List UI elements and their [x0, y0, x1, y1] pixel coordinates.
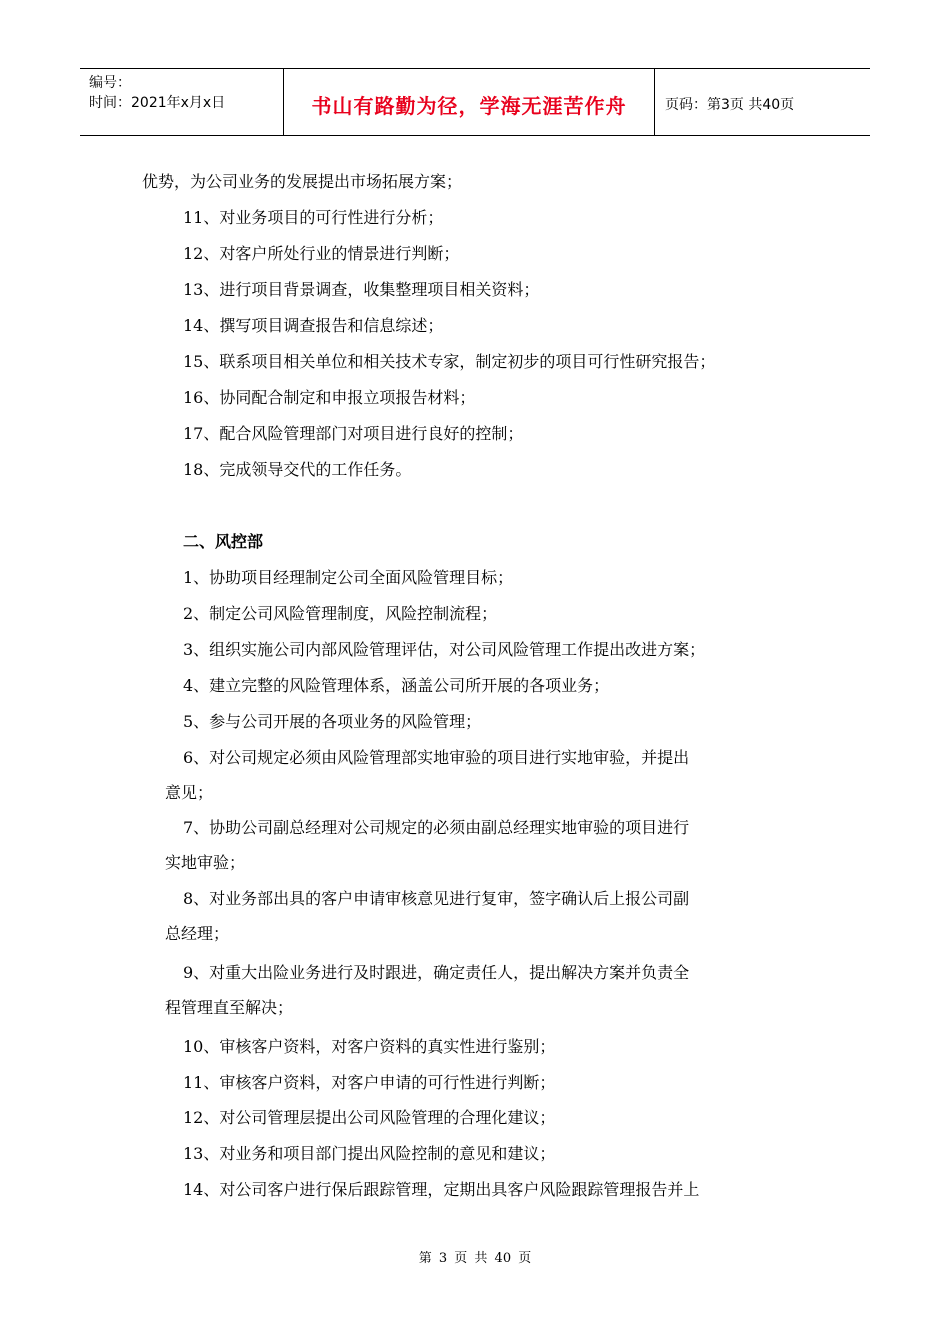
risk-line: 总经理；	[165, 924, 230, 943]
body-line: 17、配合风险管理部门对项目进行良好的控制；	[183, 424, 524, 443]
risk-line: 2、制定公司风险管理制度，风险控制流程；	[183, 604, 498, 623]
risk-line: 5、参与公司开展的各项业务的风险管理；	[183, 712, 482, 731]
risk-line: 3、组织实施公司内部风险管理评估，对公司风险管理工作提出改进方案；	[183, 640, 706, 659]
page-footer	[0, 1247, 950, 1266]
body-line: 15、联系项目相关单位和相关技术专家，制定初步的项目可行性研究报告；	[183, 352, 716, 371]
header-meta	[80, 69, 283, 135]
body-line: 12、对客户所处行业的情景进行判断；	[183, 244, 460, 263]
code-label: 编号：	[89, 75, 131, 91]
body-line: 14、撰写项目调查报告和信息综述；	[183, 316, 444, 335]
header-motto-cell	[283, 69, 655, 135]
risk-line: 程管理直至解决；	[165, 998, 294, 1017]
risk-line: 意见；	[165, 783, 214, 802]
body-line: 16、协同配合制定和申报立项报告材料；	[183, 388, 476, 407]
body-line: 18、完成领导交代的工作任务。	[183, 460, 412, 479]
time-label: 时间：2021年x月x日	[89, 95, 226, 111]
body-line: 优势，为公司业务的发展提出市场拓展方案；	[142, 172, 463, 191]
body-line: 11、对业务项目的可行性进行分析；	[183, 208, 444, 227]
motto-text: 书山有路勤为径，学海无涯苦作舟	[311, 93, 627, 118]
page-header	[80, 68, 870, 136]
risk-line: 实地审验；	[165, 853, 246, 872]
risk-line: 14、对公司客户进行保后跟踪管理，定期出具客户风险跟踪管理报告并上	[183, 1180, 700, 1199]
footer-page-number: 第 3 页 共 40 页	[418, 1251, 532, 1266]
header-page-cell	[655, 69, 870, 135]
section-title: 二、风控部	[183, 532, 264, 551]
body-line: 13、进行项目背景调查，收集整理项目相关资料；	[183, 280, 540, 299]
risk-line: 1、协助项目经理制定公司全面风险管理目标；	[183, 568, 514, 587]
risk-line: 7、协助公司副总经理对公司规定的必须由副总经理实地审验的项目进行	[183, 818, 690, 837]
page-indicator: 页码：第3页 共40页	[665, 97, 795, 113]
risk-line: 11、审核客户资料，对客户申请的可行性进行判断；	[183, 1073, 556, 1092]
risk-line: 10、审核客户资料，对客户资料的真实性进行鉴别；	[183, 1037, 556, 1056]
risk-line: 12、对公司管理层提出公司风险管理的合理化建议；	[183, 1108, 556, 1127]
risk-line: 8、对业务部出具的客户申请审核意见进行复审，签字确认后上报公司副	[183, 889, 690, 908]
risk-line: 6、对公司规定必须由风险管理部实地审验的项目进行实地审验，并提出	[183, 748, 690, 767]
risk-line: 9、对重大出险业务进行及时跟进，确定责任人，提出解决方案并负责全	[183, 963, 690, 982]
risk-line: 4、建立完整的风险管理体系，涵盖公司所开展的各项业务；	[183, 676, 610, 695]
risk-line: 13、对业务和项目部门提出风险控制的意见和建议；	[183, 1144, 556, 1163]
